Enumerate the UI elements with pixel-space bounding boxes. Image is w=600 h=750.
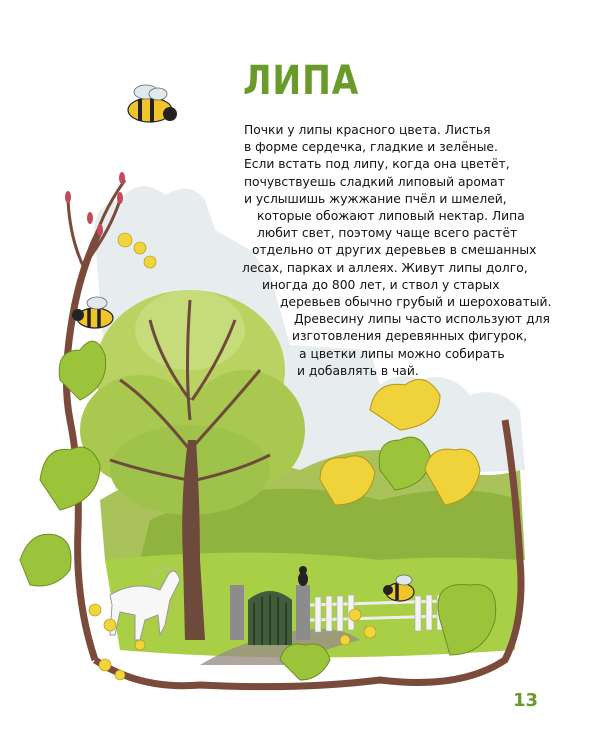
text-line: почувствуешь сладкий липовый аромат (244, 174, 505, 189)
bumblebee-icon (383, 575, 414, 601)
page-title: ЛИПА (243, 58, 360, 104)
text-line: которые обожают липовый нектар. Липа (257, 209, 525, 224)
text-line: и добавлять в чай. (297, 363, 419, 378)
text-line: деревьев обычно грубый и шероховатый. (280, 295, 552, 310)
text-line: любит свет, поэтому чаще всего растёт (257, 226, 518, 241)
text-line: Если встать под липу, когда она цветёт, (244, 157, 510, 172)
bumblebee-icon (72, 297, 113, 328)
text-line: иногда до 800 лет, и ствол у старых (262, 277, 500, 292)
text-line: в форме сердечка, гладкие и зелёные. (244, 140, 498, 155)
text-line: изготовления деревянных фигурок, (292, 329, 528, 344)
text-line: Древесину липы часто используют для (294, 312, 550, 327)
text-line: отдельно от других деревьев в смешанных (252, 243, 537, 258)
article-text (212, 122, 552, 380)
text-line: а цветки липы можно собирать (299, 346, 505, 361)
page-number: 13 (512, 690, 538, 711)
text-line: лесах, парках и аллеях. Живут липы долго, (242, 260, 528, 275)
text-line: Почки у липы красного цвета. Листья (244, 123, 491, 137)
text-line: и услышишь жужжание пчёл и шмелей, (244, 191, 507, 206)
bumblebee-icon (128, 85, 177, 122)
